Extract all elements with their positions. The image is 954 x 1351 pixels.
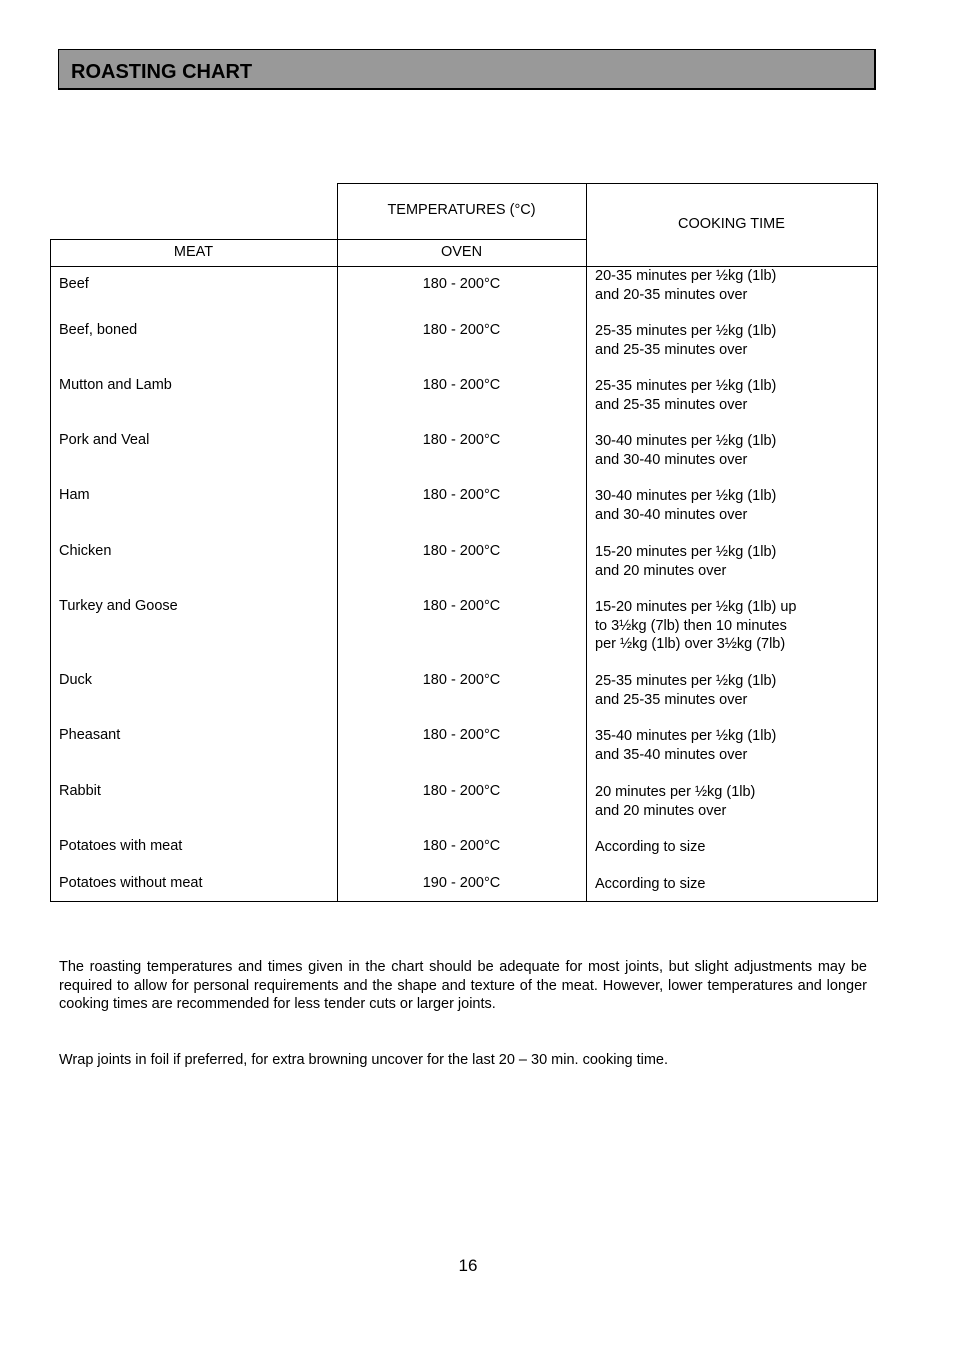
table-right-border — [877, 183, 878, 902]
table-bottom-border — [50, 901, 878, 902]
oven-cell: 190 - 200°C — [422, 875, 501, 891]
time-line: and 30-40 minutes over — [595, 451, 748, 468]
time-line: According to size — [595, 839, 706, 855]
time-line: 30-40 minutes per ½kg (1lb) — [595, 433, 777, 449]
header-cooking-time: COOKING TIME — [678, 216, 785, 232]
oven-cell: 180 - 200°C — [422, 783, 501, 799]
time-line: 15-20 minutes per ½kg (1lb) — [595, 544, 777, 560]
meat-cell: Chicken — [59, 543, 112, 559]
table-top-border — [337, 183, 878, 184]
header-oven: OVEN — [440, 244, 483, 260]
meat-cell: Beef, boned — [59, 322, 138, 338]
time-cell — [595, 783, 755, 820]
time-cell — [595, 875, 705, 894]
time-cell — [595, 598, 797, 654]
oven-cell: 180 - 200°C — [422, 672, 501, 688]
page-title: ROASTING CHART — [71, 61, 253, 83]
time-line: and 20 minutes over — [595, 802, 727, 819]
time-cell — [595, 727, 776, 764]
oven-cell: 180 - 200°C — [422, 838, 501, 854]
title-bar — [58, 49, 876, 90]
meat-cell: Duck — [59, 672, 93, 688]
foil-note-paragraph: Wrap joints in foil if preferred, for extra browning uncover for the last 20 – 30 min. cooking time. — [59, 1052, 669, 1068]
time-line: and 20 minutes over — [595, 562, 727, 579]
time-cell — [595, 432, 776, 469]
time-line: 25-35 minutes per ½kg (1lb) — [595, 673, 777, 689]
oven-cell: 180 - 200°C — [422, 322, 501, 338]
time-line: and 25-35 minutes over — [595, 341, 748, 358]
time-line: per ½kg (1lb) over 3½kg (7lb) — [595, 636, 786, 652]
page-number: 16 — [458, 1256, 478, 1275]
time-cell — [595, 267, 776, 304]
oven-cell: 180 - 200°C — [422, 377, 501, 393]
roasting-note-paragraph: The roasting temperatures and times given in the chart should be adequate for most joints, but slight adjustments may be required to allow for personal requirements and the shape and texture of the meat. However, lower temperatures and longer cooking times are recommended for less tender cuts or larger joints. — [59, 959, 867, 1012]
meat-cell: Rabbit — [59, 783, 101, 799]
table-left-border — [50, 239, 51, 902]
time-line: According to size — [595, 876, 706, 892]
oven-cell: 180 - 200°C — [422, 276, 501, 292]
time-line: and 20-35 minutes over — [595, 286, 748, 303]
meat-cell: Pheasant — [59, 727, 121, 743]
time-line: 35-40 minutes per ½kg (1lb) — [595, 728, 777, 744]
time-cell — [595, 838, 705, 857]
time-line: 25-35 minutes per ½kg (1lb) — [595, 323, 777, 339]
time-cell — [595, 672, 776, 709]
col-divider-2 — [586, 183, 587, 902]
time-line: and 25-35 minutes over — [595, 396, 748, 413]
time-line: to 3½kg (7lb) then 10 minutes — [595, 617, 787, 634]
time-line: 30-40 minutes per ½kg (1lb) — [595, 488, 777, 504]
time-line: and 30-40 minutes over — [595, 506, 748, 523]
time-line: 25-35 minutes per ½kg (1lb) — [595, 378, 777, 394]
time-cell — [595, 322, 776, 359]
oven-cell: 180 - 200°C — [422, 487, 501, 503]
time-line: and 35-40 minutes over — [595, 746, 748, 763]
meat-cell: Turkey and Goose — [59, 598, 178, 614]
meat-cell: Potatoes with meat — [59, 838, 183, 854]
meat-cell: Mutton and Lamb — [59, 377, 172, 393]
time-line: 20-35 minutes per ½kg (1lb) — [595, 268, 777, 284]
header-divider — [50, 239, 587, 240]
time-line: 20 minutes per ½kg (1lb) — [595, 784, 756, 800]
meat-cell: Ham — [59, 487, 90, 503]
time-cell — [595, 487, 776, 524]
oven-cell: 180 - 200°C — [422, 598, 501, 614]
time-line: 15-20 minutes per ½kg (1lb) up — [595, 599, 797, 615]
time-line: and 25-35 minutes over — [595, 691, 748, 708]
meat-cell: Beef — [59, 276, 89, 292]
meat-cell: Pork and Veal — [59, 432, 150, 448]
oven-cell: 180 - 200°C — [422, 432, 501, 448]
time-cell — [595, 377, 776, 414]
meat-cell: Potatoes without meat — [59, 875, 203, 891]
oven-cell: 180 - 200°C — [422, 543, 501, 559]
header-meat: MEAT — [173, 244, 214, 260]
header-temperatures: TEMPERATURES (°C) — [387, 202, 536, 218]
roasting-table — [50, 183, 878, 902]
time-cell — [595, 543, 776, 580]
oven-cell: 180 - 200°C — [422, 727, 501, 743]
